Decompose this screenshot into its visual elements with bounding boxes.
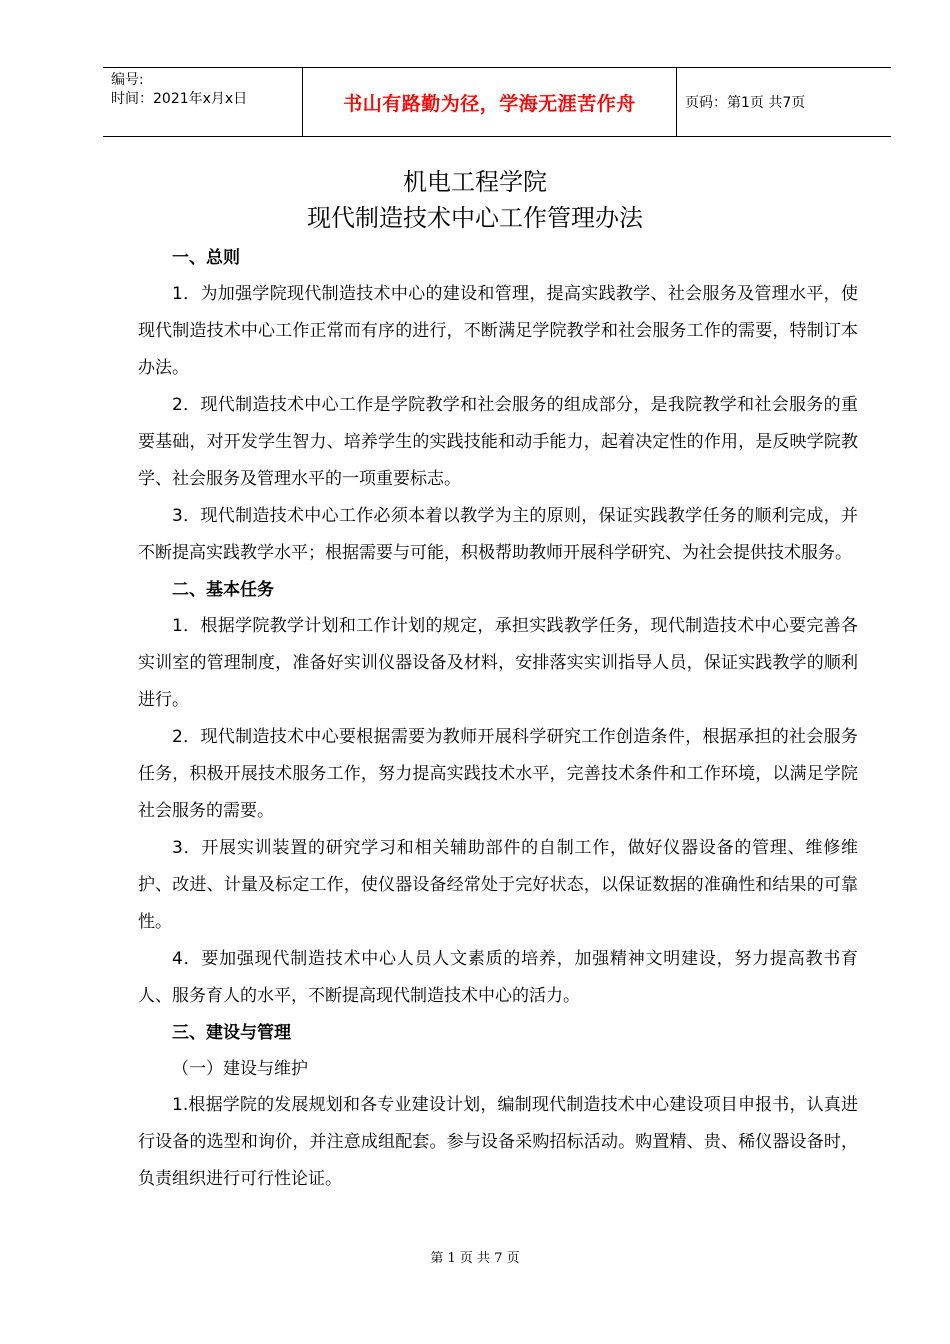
page-footer: 第 1 页 共 7 页 [430, 1251, 520, 1266]
paragraph: 2．现代制造技术中心要根据需要为教师开展科学研究工作创造条件，根据承担的社会服务任务，积极开展技术服务工作，努力提高实践技术水平，完善技术条件和工作环境，以满足学院社会服务的需要。 [138, 727, 858, 821]
paragraph: 1．根据学院教学计划和工作计划的规定，承担实践教学任务，现代制造技术中心要完善各实训室的管理制度，准备好实训仪器设备及材料，安排落实实训指导人员，保证实践教学的顺利进行。 [138, 616, 858, 710]
number-label: 编号: [111, 72, 144, 88]
paragraph: 4．要加强现代制造技术中心人员人文素质的培养，加强精神文明建设，努力提高教书育人、服务育人的水平，不断提高现代制造技术中心的活力。 [138, 949, 858, 1006]
header-motto-cell [303, 68, 677, 136]
paragraph: 1.根据学院的发展规划和各专业建设计划，编制现代制造技术中心建设项目申报书，认真进行设备的选型和询价，并注意成组配套。参与设备采购招标活动。购置精、贵、稀仪器设备时，负责组织进行可行性论证。 [138, 1095, 858, 1189]
paragraph: 1．为加强学院现代制造技术中心的建设和管理，提高实践教学、社会服务及管理水平，使现代制造技术中心工作正常而有序的进行，不断满足学院教学和社会服务工作的需要，特制订本办法。 [138, 284, 858, 378]
paragraph: 3．开展实训装置的研究学习和相关辅助部件的自制工作，做好仪器设备的管理、维修维护、改进、计量及标定工作，使仪器设备经常处于完好状态，以保证数据的准确性和结果的可靠性。 [138, 838, 858, 932]
paragraph: 2．现代制造技术中心工作是学院教学和社会服务的组成部分，是我院教学和社会服务的重要基础，对开发学生智力、培养学生的实践技能和动手能力，起着决定性的作用，是反映学院教学、社会服务及管理水平的一项重要标志。 [138, 395, 858, 489]
document-title-line1: 机电工程学院 [403, 168, 547, 196]
section-heading: 三、建设与管理 [172, 1023, 291, 1043]
header-motto: 书山有路勤为径，学海无涯苦作舟 [343, 92, 636, 115]
document-title-line2: 现代制造技术中心工作管理办法 [307, 204, 643, 232]
paragraph: 3．现代制造技术中心工作必须本着以教学为主的原则，保证实践教学任务的顺利完成，并不断提高实践教学水平；根据需要与可能，积极帮助教师开展科学研究、为社会提供技术服务。 [138, 506, 858, 563]
subsection-heading: （一）建设与维护 [172, 1059, 308, 1079]
header-meta [103, 68, 303, 136]
header-page-label: 页码：第1页 共7页 [685, 95, 806, 111]
document-body [138, 240, 858, 1198]
section-heading: 一、总则 [172, 248, 240, 268]
section-heading: 二、基本任务 [172, 580, 274, 600]
document-header [103, 67, 891, 137]
time-label: 时间：2021年x月x日 [111, 91, 248, 107]
